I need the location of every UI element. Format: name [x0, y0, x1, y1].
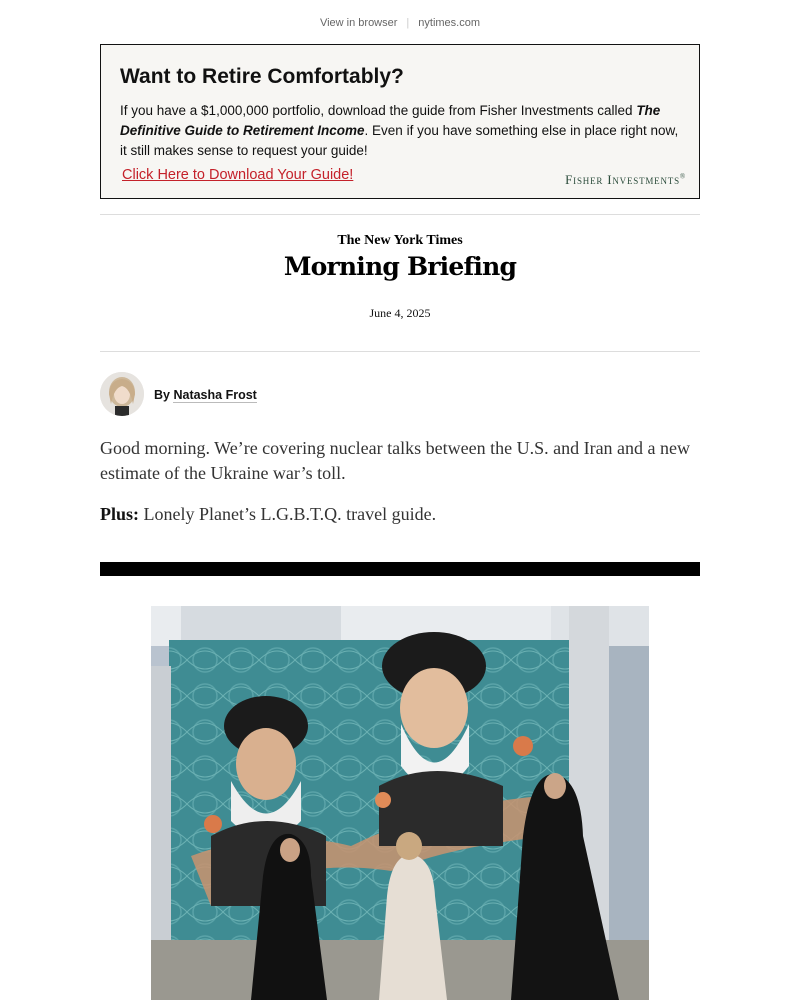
lead-photo[interactable]	[151, 606, 649, 1000]
divider-header	[100, 351, 700, 352]
view-in-browser-link[interactable]: View in browser	[319, 17, 398, 29]
byline	[154, 388, 257, 402]
ad-body	[120, 101, 680, 161]
ad-title: Want to Retire Comfortably?	[120, 65, 404, 88]
ad-body-end: . Even if you have something else in place right now, it still makes sense to request your guide!	[120, 123, 679, 158]
newsletter-date: June 4, 2025	[369, 306, 431, 320]
author-avatar	[100, 372, 144, 416]
byline-prefix: By	[154, 388, 170, 402]
mural-photo-image	[151, 606, 649, 1000]
newsletter-title: Morning Briefing	[283, 252, 517, 281]
nyt-masthead-logo[interactable]: The New York Times	[337, 233, 463, 248]
ad-guide-title: The Definitive Guide to Retirement Income	[120, 103, 661, 138]
author-link[interactable]: Natasha Frost	[173, 388, 257, 402]
ad-brand-text: Fisher Investments	[565, 172, 680, 187]
download-guide-link[interactable]: Click Here to Download Your Guide!	[122, 167, 354, 183]
top-links-bar	[0, 17, 800, 29]
link-separator: |	[406, 17, 410, 29]
plus-paragraph	[100, 502, 700, 527]
plus-text: Lonely Planet’s L.G.B.T.Q. travel guide.	[139, 504, 437, 524]
plus-label: Plus:	[100, 504, 140, 524]
section-divider-bar	[100, 562, 700, 576]
author-portrait-icon	[100, 372, 144, 416]
nytimes-link[interactable]: nytimes.com	[418, 17, 481, 29]
divider-top	[100, 214, 700, 215]
fisher-investments-logo: Fisher Investments®	[565, 172, 686, 187]
ad-body-start: If you have a $1,000,000 portfolio, download the guide from Fisher Investments called	[120, 103, 637, 118]
intro-paragraph: Good morning. We’re covering nuclear talks between the U.S. and Iran and a new estimate of the Ukraine war’s toll.	[100, 438, 691, 483]
fisher-investments-ad[interactable]	[100, 44, 700, 199]
